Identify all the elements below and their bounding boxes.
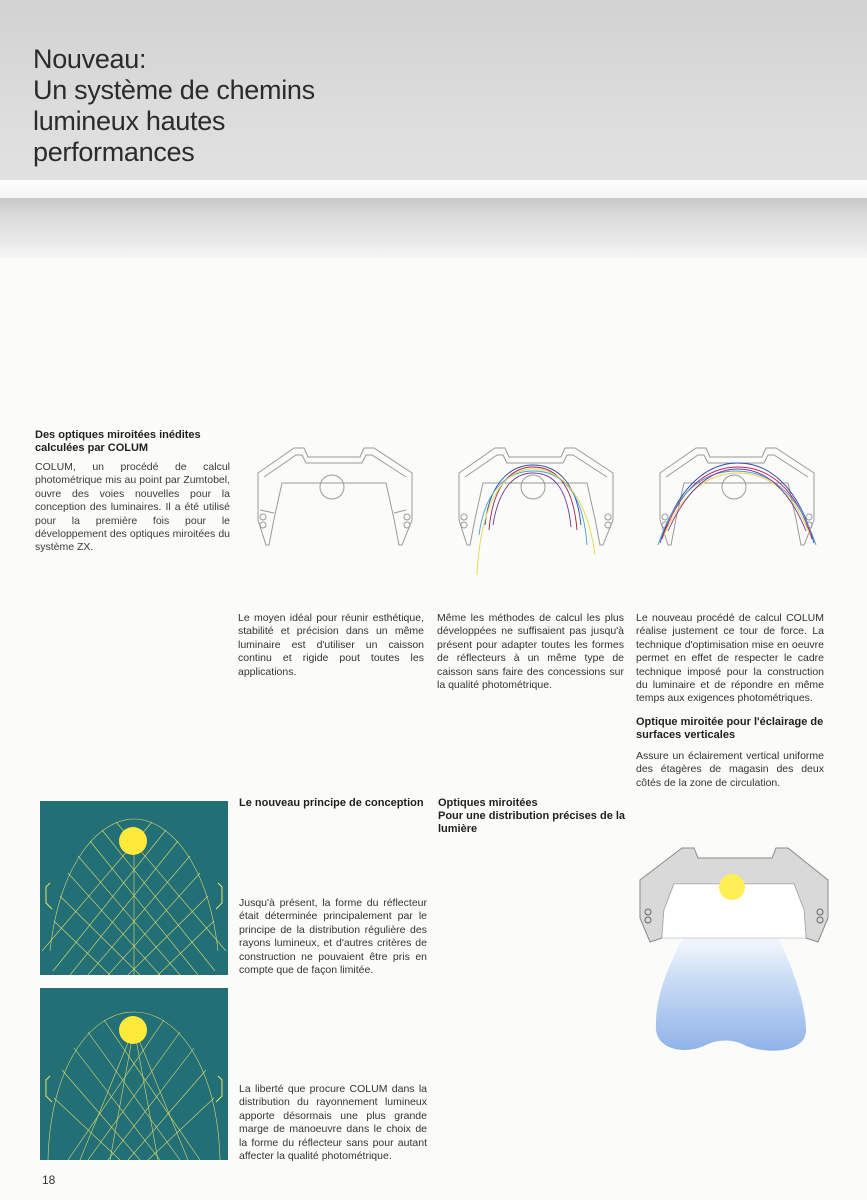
mirror-heading: Optiques miroitées Pour une distribution précises de la lumière xyxy=(438,797,626,835)
vertical-lighting-text: Assure un éclairement vertical uniforme des étagères de magasin des deux côtés de la zone de circulation. xyxy=(636,749,824,789)
title-line-4: performances xyxy=(33,137,195,167)
intro-section xyxy=(35,429,230,555)
column-3 xyxy=(636,612,824,790)
column-3-text: Le nouveau procédé de calcul COLUM réalise justement ce tour de force. La technique d'optimisation mise en oeuvre permet en effet de respecter le cadre technique imposé pour la construction du luminaire et de répondre en même temps aux exigences photométriques. xyxy=(636,612,824,705)
reflector-principle-panel-new xyxy=(40,988,228,1160)
principle-text-1-block xyxy=(239,897,427,977)
column-1-text: Le moyen idéal pour réunir esthétique, stabilité et précision dans un même luminaire est d'utiliser un caisson continu et rigide pout toutes les applications. xyxy=(238,612,424,678)
page-number: 18 xyxy=(42,1173,56,1187)
principle-text-1: Jusqu'à présent, la forme du réflecteur était déterminée principalement par le principe de la distribution régulière des rayons lumineux, et d'autres critères de construction ne pouvaient être pris en compte que de façon limitée. xyxy=(239,897,427,977)
column-2-text: Même les méthodes de calcul les plus développées ne suffisaient pas jusqu'à présent pour adapter toutes les formes de réflecteurs à un même type de caisson sans faire des concessions sur la qualité photométrique. xyxy=(437,612,624,692)
header-divider xyxy=(0,180,867,198)
title-line-1: Nouveau: xyxy=(33,44,147,74)
title-line-3: lumineux hautes xyxy=(33,106,226,136)
column-1 xyxy=(238,612,424,679)
luminaire-ray-trace-icon xyxy=(437,435,637,585)
ray-fan-diagram-old-icon xyxy=(40,801,228,975)
ray-fan-diagram-new-icon xyxy=(40,988,228,1160)
principle-heading: Le nouveau principe de conception xyxy=(239,797,424,809)
title-line-2: Un système de chemins xyxy=(33,75,315,105)
principle-text-2-block xyxy=(239,1083,427,1163)
principle-text-2: La liberté que procure COLUM dans la distribution du rayonnement lumineux apporte désormais une plus grande marge de manoeuvre dans le choix de la forme du réflecteur sans pour autant affecter la qualité photométrique. xyxy=(239,1083,427,1163)
vertical-lighting-heading: Optique miroitée pour l'éclairage de surfaces verticales xyxy=(636,715,824,741)
page-title xyxy=(33,44,315,168)
column-2 xyxy=(437,612,624,692)
reflector-principle-panel-old xyxy=(40,801,228,975)
luminaire-cross-section-icon xyxy=(236,435,436,585)
vertical-lighting-luminaire-icon xyxy=(636,840,836,1065)
intro-heading: Des optiques miroitées inédites calculées par COLUM xyxy=(35,429,201,454)
light-distribution-diagram-icon xyxy=(638,435,838,585)
header-shadow-band xyxy=(0,198,867,258)
intro-text: COLUM, un procédé de calcul photométrique mis au point par Zumtobel, ouvre des voies nouvelles pour la conception des luminaires. Il a été utilisé pour la première fois pour le développement des optiques miroitées du système ZX. xyxy=(35,461,230,554)
